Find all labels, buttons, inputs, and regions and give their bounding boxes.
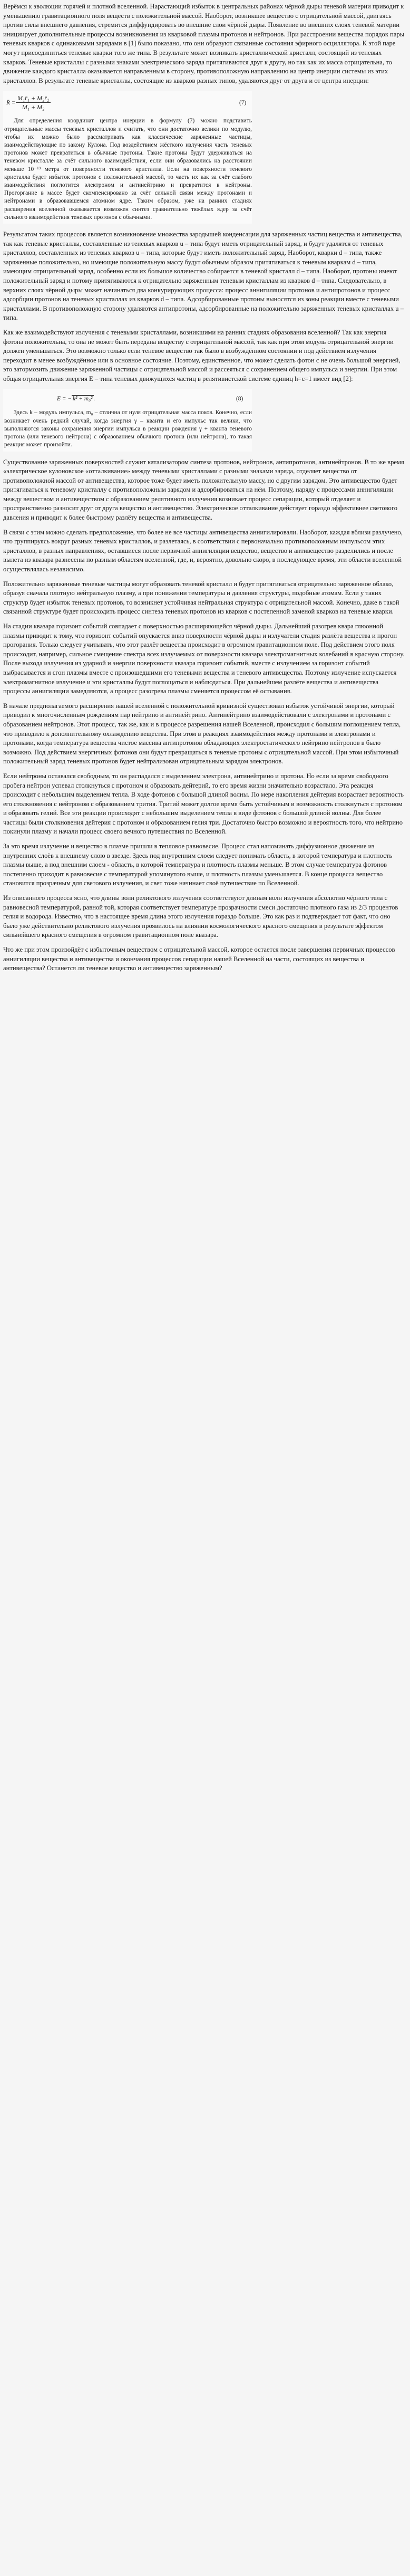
equation-7	[4, 93, 252, 117]
equation-lhs: R̄ =	[6, 100, 16, 107]
formula-block-8	[3, 389, 252, 451]
equation-number: (8)	[236, 396, 243, 403]
paragraph: Существование заряженных поверхностей служит катализатором синтеза протонов, нейтронов, антипротонов, антинейтронов. В то же время «электрическое кулоновское «отталкивание» между теневыми кристаллами с разными знаками заряда, отделяет вещество от противоположной массой от антивещества, которое тоже будет иметь положительную массу, но с другим зарядом. Это антивещество будет притягиваться к теневому кристаллу с противоположным зарядом и адсорбироваться на нём. Поэтому, наряду с процессами аннигиляции между веществом и антивеществом с образованием релятивного излучения возникает процесс сепарации, который отделяет и пространственно разносит друг от друга вещество и антивещество. Электрическое отталкивание действует гораздо эффективнее светового давления и приводит к более быстрому разлёту вещества и антивещества.	[3, 458, 404, 522]
paragraph: Верёмся к эволюции горячей и плотной вселенной. Нарастающий избыток в центральных районах чёрной дыры теневой материи приводит к уменьшению гравитационного поля веществ с положительной массой. Наоборот, возникшее вещество с отрицательной массой, двигаясь против силы внешнего давления, стремится диффундировать во внешние слои чёрной дыры. Появление во внешних слоях теневой материи инициирует дополнительные процессы возникновения из кварковой плазмы протонов и нейтронов. При расстроении вещества порядок пары теневых кварков с одинаковыми зарядами в [1] было показано, что они образуют связанные состояния эфирного осциллятора. К этой паре могут присоединиться теневые кварки того же типа. В результате может возникать кристаллической кристалл, состоящий из теневых кварков. Теневые кристаллы с разными знаками электрического заряда притягиваются друг к другу, но так как их масса отрицательна, то движение каждого кристалла оказывается направленным в сторону, противоположную направлению на центр инерции системы из этих кристаллов. В результате теневые кристаллы, состоящие из кварков разных типов, удаляются друг от друга и от центра инерции:	[3, 3, 405, 84]
fraction-denominator: M₁ + M₂	[22, 103, 45, 111]
document-page	[0, 0, 410, 994]
equation-expression	[57, 395, 95, 403]
formula-block-7	[3, 91, 252, 224]
paragraph: В связи с этим можно сделать предположение, что более не все частицы антивещества аннигилировали. Наоборот, каждая вблизи разлучено, что группируясь вокруг разных теневых кристаллов, и разлетаясь, в соответствии с первоначально противоположным импульсом этих кристаллов, в разных направлениях, оставшиеся после первичной аннигиляции вещество, вещество и антивещество разделились и после вылета из квазара разнесены по разным областям вселенной, где, и, вероятно, довольно скоро, в последующее время, эти области вселенной осуществлялась независимо.	[3, 528, 403, 573]
paragraph: На стадии квазара горизонт событий совпадает с поверхностью расширяющейся чёрной дыры. Дальнейший разогрев квара глюонной плазмы приводит к тому, что горизонт событий опускается вниз поверхности чёрной дыры и излучатели стадия разлёта вещества и прогон прогорания. Только следует учитывать, что этот разлёт вещества происходит в огромном гравитационном поле. Под действием этого поля происходит, например, сильное смещение спектра всех излучаемых от поверхности квазара электромагнитных колебаний в красную сторону. После выхода излучения из ударной и энергии поверхности квазара горизонт событий, вместе с излучением за горизонт событий выбрасывается и сгон плазмы вместе с произошедшими его теневыми вещества и теневого антивещества. Поэтому излучение испускается электромагнитное излучение и эти кристаллы будут поглощаться и наблюдаться. При дальнейшем разлёте вещества и антивещества процессы аннигиляции замедляются, а процесс разогрева плазмы сменяется процессом её остывания.	[3, 623, 405, 695]
equation-8	[4, 391, 252, 409]
paragraph: За это время излучение и вещество в плазме пришли в тепловое равновесие. Процесс стал напоминать диффузионное движение из внутренних слоёв к внешнему слою в звезде. Здесь под внутренним слоем следует понимать область, в которой температура и плотность плазмы выше, а под внешним слоем - область, в которой температура и плотность плазмы меньше. В этом случае температура фотонов постепенно приходит в равновесие с температурой упомянутого выше, и плотность плазмы уменьшается. В конце процесса вещество становится прозрачным для светового излучения, и свет тоже начинает своё путешествие по Вселенной.	[3, 842, 393, 887]
fraction-numerator: M₁r̄₁ + M₂r̄₂	[16, 94, 51, 103]
equation-suffix: .	[93, 396, 95, 403]
paragraph: В начале предполагаемого расширения нашей вселенной с положительной кривизной существовал избыток устойчивой энергии, который приводил к многочисленным рождениям пар нейтрино и антинейтрино. Антинейтрино взаимодействовали с электронами и протонами с образованием нейтронов. Этот процесс, так же, как и в процессе разрешения нашей Вселенной, происходил с большим поглощением тепла, что приводило к дополнительному охлаждению вещества. При этом в реакциях взаимодействия между протонами и электронами и протонами, когда температура вещества чистое массива антипротонов обладающих электростатического нейтрино нейтронов в было возможно. Под действием энергичных фотонов они будут превращаться в теневые протоны с отрицательной массой. При этом избыточный положительный заряд теневых протонов будет нейтрализован отрицательным зарядом электронов.	[3, 702, 401, 765]
paragraph: Из описанного процесса ясно, что длины волн реликтового излучения соответствуют длинам волн излучения абсолютно чёрного тела с равновесной температурой, равной той, которая соответствует температуре прозрачности смеси достаточно плотного газа из 2/3 процентов гелия и водорода. Известно, что в настоящее время длина этого излучения гораздо больше. Это как раз и подтверждает тот факт, что оно было уже действительно реликтового излучения проявилось на влиянии космологического красного смещения в результате эффектом сильнейшего красного смещения в огромном гравитационном поле квазара.	[3, 894, 398, 939]
paragraph: Если нейтроны оставался свободным, то он распадался с выделением электрона, антинейтрино и протона. Но если за время свободного пробега нейтрон успевал столкнуться с протоном и образовать дейтерий, то его время жизни значительно возрастало. Эта реакция происходит с небольшим выделением тепла. В ходе фотонов с большой длиной волны. По мере накопления дейтерия возрастает вероятность его столкновения с нейтроном с образованием трития. Тритий может долгое время быть устойчивым и возможность столкнуться с протоном и образовать гелий. Все эти реакции происходят с небольшим выделением тепла в виде фотонов с большой длиной волны. Для более частицы были столкновения дейтерия с протоном и образованием гелия три. Достаточно быстро возможно и вероятность того, что нейтрино покинули плазму и начали процесс своего вечного путешествия по Вселенной.	[3, 772, 404, 836]
equation-number: (7)	[239, 100, 247, 107]
paragraph: Положительно заряженные теневые частицы могут образовать теневой кристалл и будут притягиваться отрицательно заряженное облако, образуя сначала плотную нейтральную плазму, а при понижении температуры и давления структуры, подобные атомам. Если у таких структур будет избыток теневых протонов, то возникнет устойчивая нейтральная структура с отрицательной массой. Конечно, даже в такой связанной структуре будет происходить процесс синтеза теневых протонов из кварков с постепенной заменой кварков на теневые кварки.	[3, 580, 399, 616]
equation-prefix: E = −	[57, 396, 72, 403]
boxed-paragraph: Здесь k – модуль импульса, m₀ – отлична от нуля отрицательная масса покоя. Конечно, если возникает очень редкий случай, когда энергия γ – кванта и его импульс так велики, что выполняются законы сохранения энергии импульса в реакции рождения γ + кванта теневого протона (или теневого нейтрона) с образованием обычного протона (или нейтрона), то такая реакция может произойти.	[4, 409, 252, 448]
paragraph: Что же при этом произойдёт с избыточным веществом с отрицательной массой, которое остается после завершения первичных процессов аннигиляции вещества и антивещества и окончания процессов сепарации нашей Вселенной на части, состоящих из вещества и антивещества? Останется ли теневое вещество и антивещество заряженным?	[3, 946, 395, 972]
boxed-paragraph: Для определения координат центра инерции в формулу (7) можно подставить отрицательные массы теневых кристаллов и считать, что они достаточно велики по модулю, чтобы их можно было рассматривать как классические заряженные частицы, взаимодействующие по закону Кулона. Под воздействием жёсткого излучения часть теневых протонов может превратиться в обычные протоны. Такие протоны будут удерживаться на теневом кристалле за счёт сильного взаимодействия, если они образовались на расстоянии меньше 10⁻¹³ метра от поверхности теневого кристалла. Если на поверхности теневого кристалла будет избыток протонов с положительной массой, то часть их как за счёт слабого взаимодействия поглотится электроном и антинейтрино и превратится в нейтроны. Прогоргание в массе будет скомпенсировано за счёт сильной связи между протонами и нейтронами в образовавшемся атомном ядре. Таким образом, уже на ранних стадиях расширения вселенной оказывается возможен синтез сравнительно тяжёлых ядер за счёт сильного взаимодействия теневых протонов с обычными.	[4, 118, 252, 221]
equation-radicand: k² + m₀²	[73, 396, 93, 403]
paragraph: Как же взаимодействуют излучения с теневыми кристаллами, возникшими на ранних стадиях образования вселенной? Так как энергия фотона положительна, то она не может быть передана веществу с отрицательной массой, так как при этом модуль отрицательной энергии должен уменьшаться. Это возможно только если теневое вещество так было в возбуждённом состоянии и под действием излучения переходит в менее возбуждённое или в основное состояние. Поэтому, единственное, что может сделать фотон с не очень большой энергией, это затормозить движение заряженной частицы с отрицательной массой и рассеяться с сохранением общего импульса и энергии. При этом общая отрицательная энергия Е – типа теневых движущихся частиц в релятивистской системе единиц h=c=1 имеет вид [2]:	[3, 328, 401, 382]
paragraph: Результатом таких процессов является возникновение множества зародышей конденсации для заряженных частиц вещества и антивещества, так как теневые кристаллы, составленные из теневых кварков u – типа будут иметь отрицательный заряд, и будут удалятся от теневых кристаллов, составленных из теневых кварков u – типа, которые будут иметь положительный заряд. Наоборот, кварки d – типа, также заряженные положительно, но имеющие положительную массу будут обычным образом притягиваться к теневым кваркам d – типа, имеющим отрицательный заряд, особенно если их большое количество собирается в теневой кристалл d – типа. Наоборот, протоны имеют положительный заряд и потому притягиваются к отрицательно заряженным теневым кристаллам из кварков d – типа. Следовательно, в верхних слоях чёрной дыры может начинаться два конкурирующих процесса: процесс аннигиляции протонов и антипротонов и процесс адсорбции протонов на теневых кристаллах из кварков d – типа. Адсорбированные протоны выносятся из зоны реакции вместе с теневыми кристаллами. В противоположную сторону удаляются антипротоны, адсорбированные на положительно заряженных теневых кристаллах u – типа.	[3, 230, 404, 322]
equation-fraction	[16, 94, 51, 111]
